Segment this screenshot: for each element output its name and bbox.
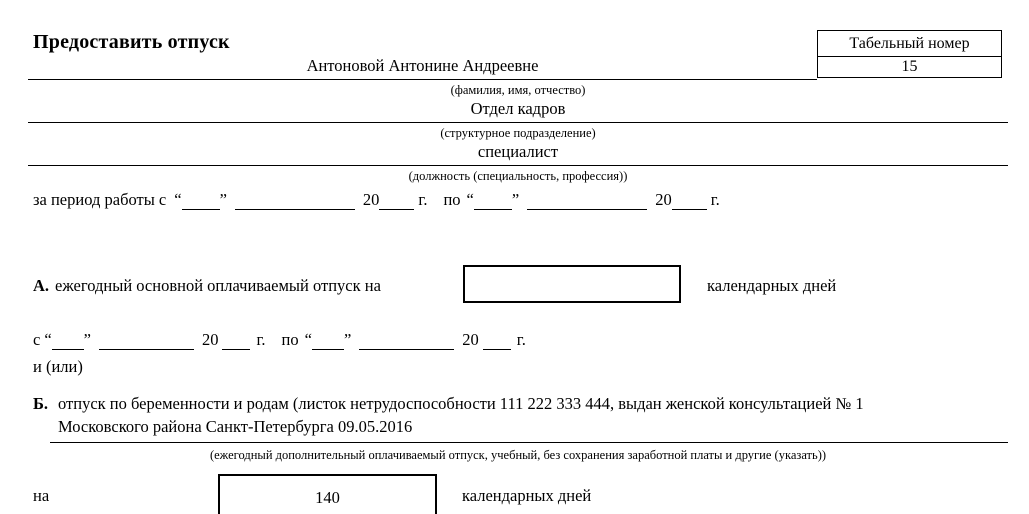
section-a-text: ежегодный основной оплачиваемый отпуск на [55,276,381,295]
employee-name-caption: (фамилия, имя, отчество) [450,83,586,97]
department-field[interactable] [28,99,1008,123]
section-a-to-label: по [281,330,299,349]
work-from-year-suffix: г. [418,190,428,209]
work-to-year-suffix: г. [710,190,720,209]
work-from-day-blank[interactable] [182,194,220,210]
section-a-letter: А. [33,276,50,295]
work-to-year-prefix: 20 [655,190,672,209]
section-a-from-label: с [33,330,41,349]
employee-name-field[interactable] [28,56,817,80]
a-from-month-blank[interactable] [99,334,194,350]
a-from-year-prefix: 20 [201,330,219,349]
section-b-line2: Московского района Санкт-Петербурга 09.05.2016 [58,417,413,436]
and-or-label: и (или) [33,357,83,376]
section-b-days-prefix: на [33,486,50,505]
employee-name: Антоновой Антонине Андреевне [306,56,539,75]
work-to-day-blank[interactable] [474,194,512,210]
page-title: Предоставить отпуск [33,31,230,53]
work-period-label: за период работы с [33,190,167,209]
personnel-number-label: Табельный номер [818,31,1001,57]
position-value: специалист [477,142,559,161]
department-caption: (структурное подразделение) [440,126,596,140]
work-from-year-prefix: 20 [362,190,380,209]
open-quote: “ [174,190,182,209]
open-quote: “ [44,330,52,349]
open-quote: “ [304,330,312,349]
section-b-letter: Б. [33,394,49,413]
section-b-days-box[interactable] [218,474,437,514]
a-to-month-blank[interactable] [359,334,454,350]
work-to-month-blank[interactable] [527,194,647,210]
section-a-heading [33,276,381,296]
close-quote: ” [343,330,352,349]
work-period-to-label: по [443,190,461,209]
a-from-year-suffix: г. [256,330,266,349]
section-a-days-box[interactable] [463,265,681,303]
a-from-day-blank[interactable] [52,334,84,350]
section-b-days-label: календарных дней [462,486,592,505]
a-from-year-blank[interactable] [222,334,250,350]
a-to-year-suffix: г. [516,330,526,349]
a-to-year-prefix: 20 [462,330,479,349]
a-to-year-blank[interactable] [483,334,511,350]
work-from-year-blank[interactable] [379,194,414,210]
work-period-line [33,190,720,210]
close-quote: ” [219,190,227,209]
section-b-field[interactable] [50,417,1008,443]
personnel-number-table [817,30,1002,78]
close-quote: ” [83,330,91,349]
personnel-number-value[interactable]: 15 [901,58,918,75]
section-b-days-value: 140 [315,488,340,507]
section-b-line1: отпуск по беременности и родам (листок нетрудоспособности 111 222 333 444, выдан женской консультацией № 1 [58,394,864,413]
work-to-year-blank[interactable] [672,194,707,210]
section-a-days-label: календарных дней [707,276,837,295]
open-quote: “ [466,190,474,209]
close-quote: ” [511,190,520,209]
a-to-day-blank[interactable] [312,334,344,350]
section-a-date-line [33,330,526,350]
position-field[interactable] [28,142,1008,166]
position-caption: (должность (специальность, профессия)) [408,169,628,183]
department-value: Отдел кадров [470,99,566,118]
section-b-caption: (ежегодный дополнительный оплачиваемый отпуск, учебный, без сохранения заработной платы и другие (указать)) [209,448,827,462]
work-from-month-blank[interactable] [235,194,355,210]
